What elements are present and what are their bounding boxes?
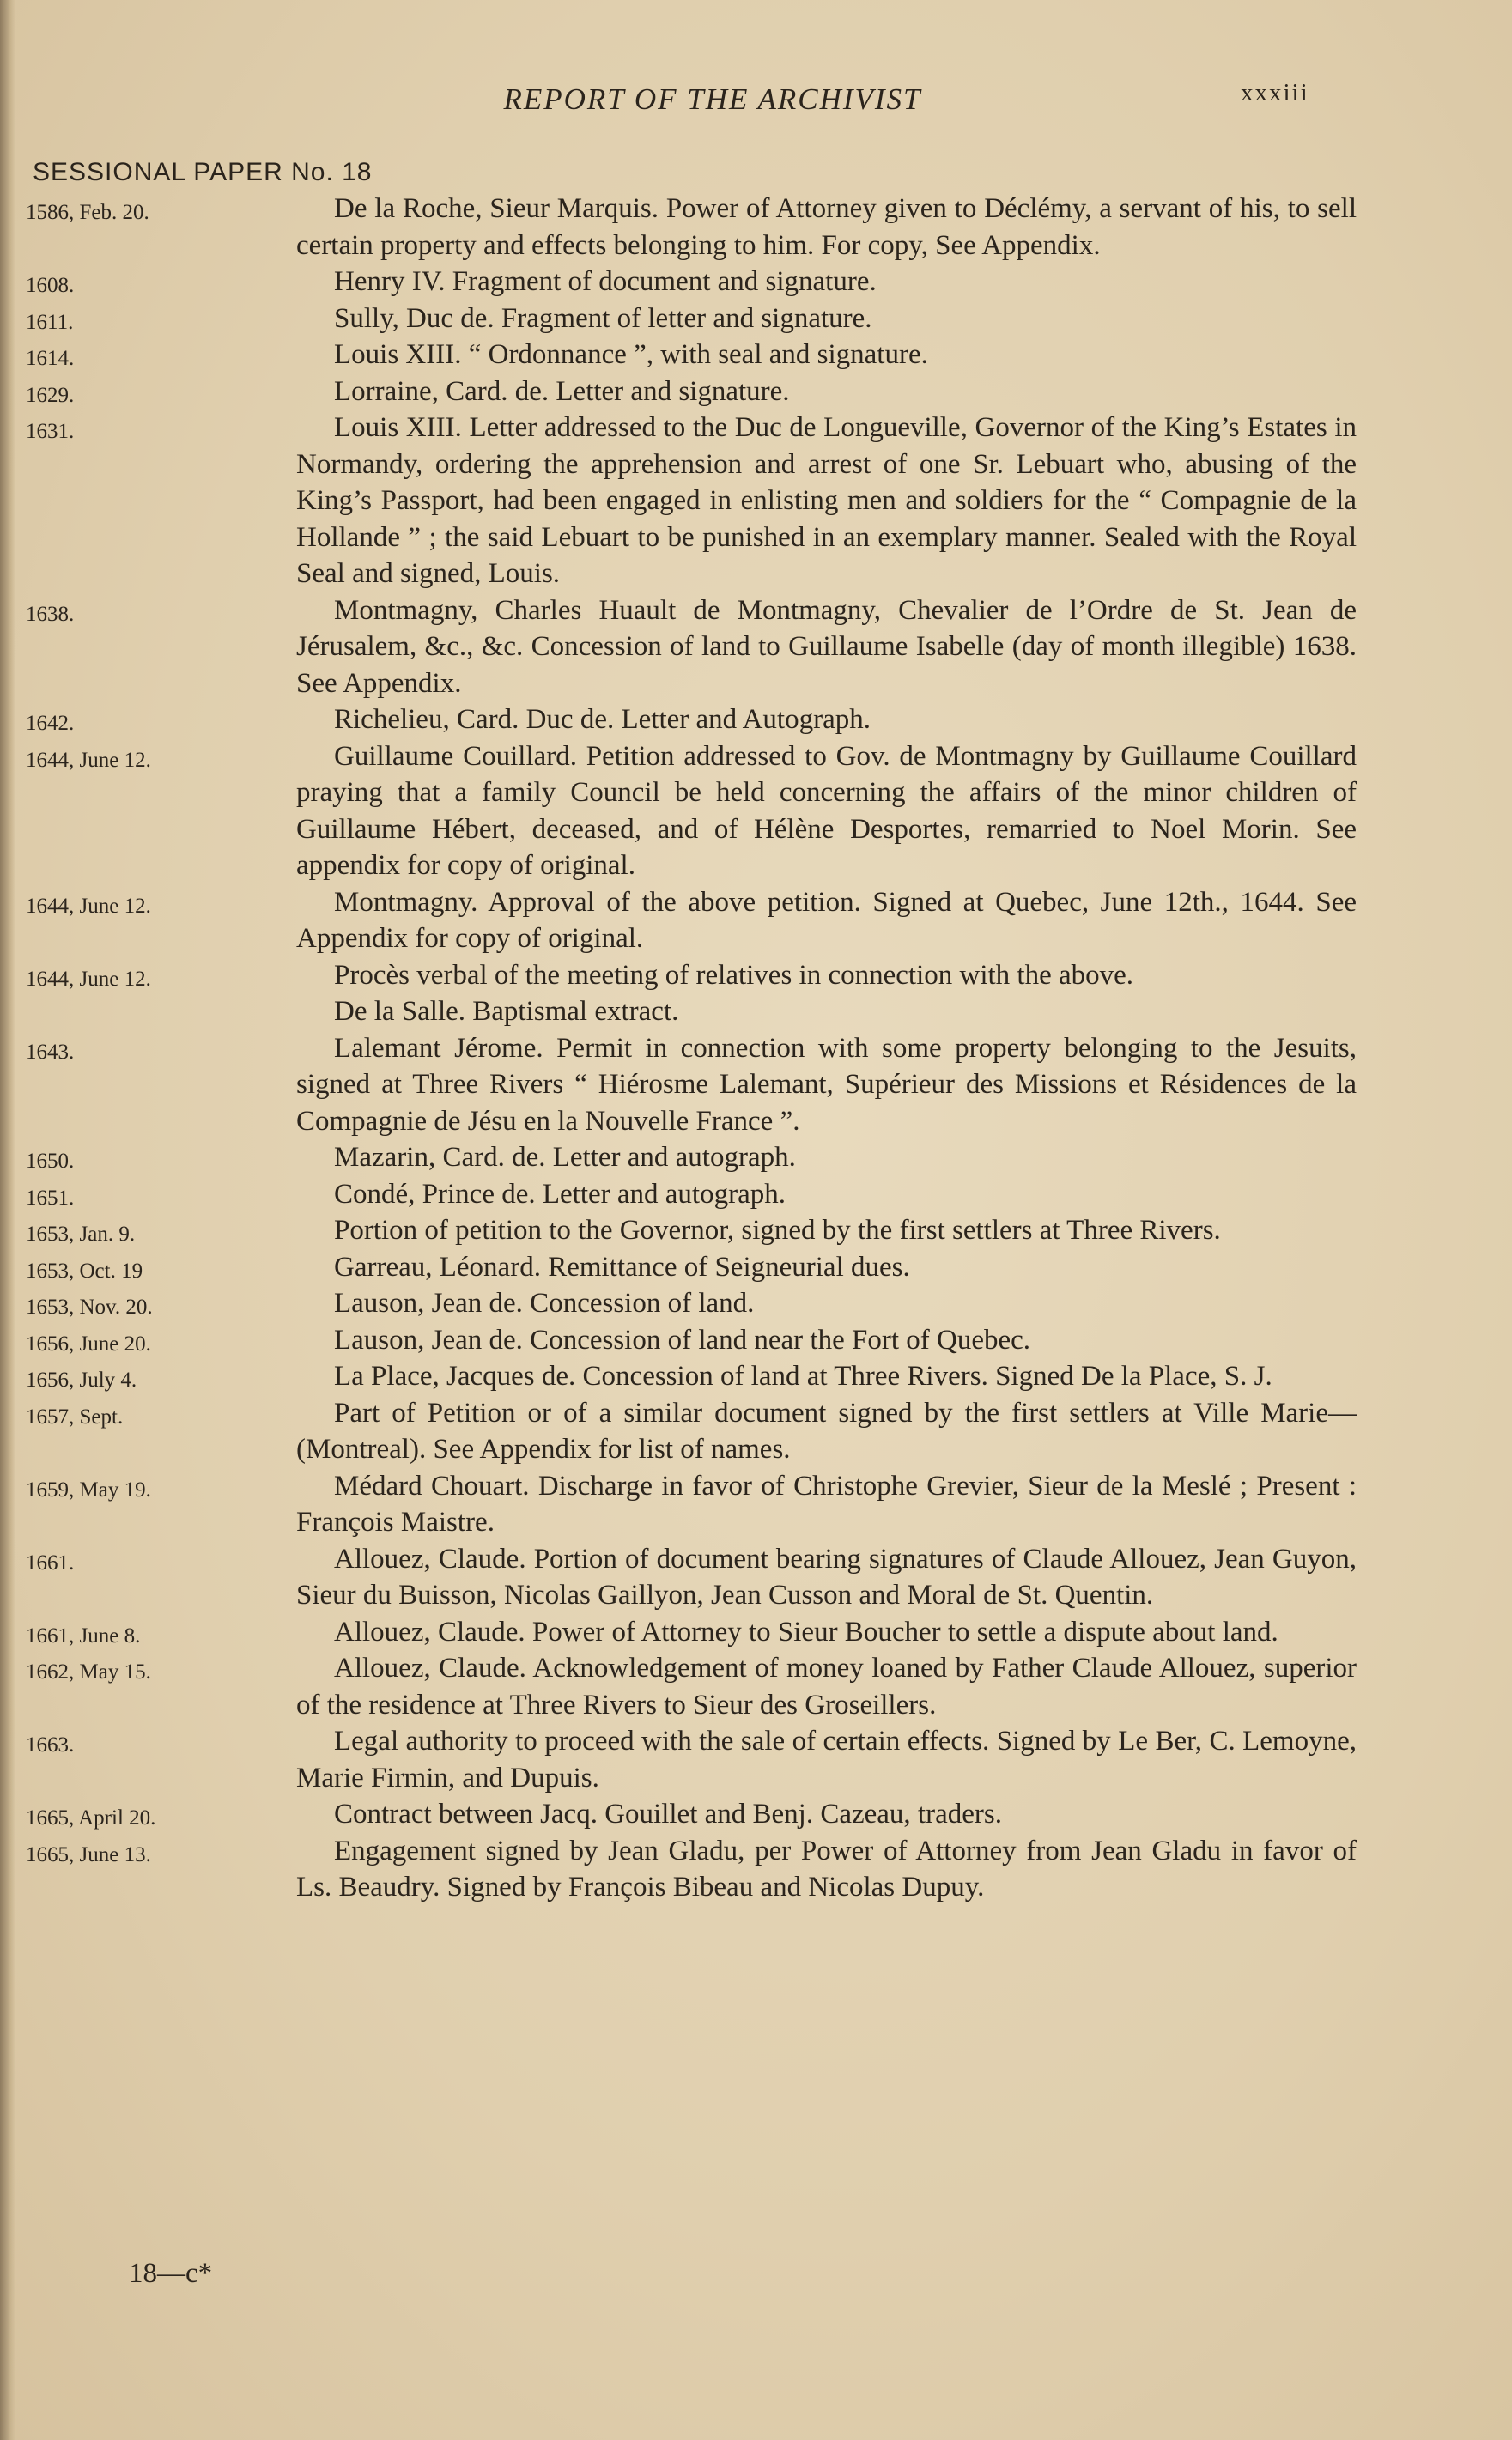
- entry-description: Allouez, Claude. Acknowledgement of money loaned by Father Claude Allouez, superior of the residence at Three Rivers to Sieur des Groseillers.: [296, 1653, 1357, 1721]
- calendar-entry: [26, 1030, 1365, 1140]
- entry-description: La Place, Jacques de. Concession of land at Three Rivers. Signed De la Place, S. J.: [334, 1361, 1272, 1392]
- entry-date: 1614.: [26, 347, 75, 370]
- entry-date: 1651.: [26, 1186, 75, 1210]
- entry-date: 1657, Sept.: [26, 1405, 124, 1429]
- book-spine-shadow: [0, 0, 15, 2440]
- entry-description: Garreau, Léonard. Remittance of Seigneurial dues.: [334, 1251, 910, 1283]
- entry-description: Guillaume Couillard. Petition addressed to Gov. de Montmagny by Guillaume Couillard praying that a family Council be held concerning the affairs of the minor children of Guillaume Hébert, deceased, and of Hélène Desportes, remarried to Noel Morin. See appendix for copy of original.: [296, 740, 1357, 881]
- entry-description: Montmagny, Charles Huault de Montmagny, Chevalier de l’Ordre de St. Jean de Jérusalem, &c., &c. Concession of land to Guillaume Isabelle (day of month illegible) 1638. See Appendix.: [296, 594, 1357, 699]
- entry-description: Lorraine, Card. de. Letter and signature.: [334, 375, 790, 407]
- entry-description: Lauson, Jean de. Concession of land near the Fort of Quebec.: [334, 1324, 1031, 1356]
- entry-description: Portion of petition to the Governor, signed by the first settlers at Three Rivers.: [334, 1215, 1221, 1246]
- entry-date: 1653, Jan. 9.: [26, 1223, 136, 1246]
- entry-date: 1644, June 12.: [26, 748, 151, 772]
- entry-date: 1608.: [26, 274, 75, 297]
- calendar-entry: [26, 191, 1365, 264]
- entry-date: 1642.: [26, 712, 75, 735]
- entry-description: Part of Petition or of a similar document signed by the first settlers at Ville Marie—(Montreal). See Appendix for list of names.: [296, 1397, 1357, 1465]
- entry-description: Médard Chouart. Discharge in favor of Christophe Grevier, Sieur de la Meslé ; Present : François Maistre.: [296, 1470, 1357, 1538]
- entry-description: Condé, Prince de. Letter and autograph.: [334, 1178, 786, 1210]
- entry-date: 1644, June 12.: [26, 894, 151, 918]
- entry-description: Lauson, Jean de. Concession of land.: [334, 1288, 755, 1319]
- entry-date: 1661, June 8.: [26, 1624, 141, 1648]
- entry-description: De la Roche, Sieur Marquis. Power of Attorney given to Déclémy, a servant of his, to sell certain property and effects belonging to him. For copy, See Appendix.: [296, 193, 1357, 261]
- running-head-title: REPORT OF THE ARCHIVIST: [503, 82, 922, 116]
- calendar-entry: [26, 1358, 1365, 1395]
- entry-description: Allouez, Claude. Portion of document bearing signatures of Claude Allouez, Jean Guyon, Sieur du Buisson, Nicolas Gaillyon, Jean Cusson and Moral de St. Quentin.: [296, 1543, 1357, 1611]
- entry-date: 1631.: [26, 420, 75, 443]
- calendar-entry: [26, 1833, 1365, 1906]
- entry-description: Henry IV. Fragment of document and signature.: [334, 266, 877, 297]
- entry-date: 1638.: [26, 602, 75, 626]
- entry-date: 1644, June 12.: [26, 967, 151, 991]
- calendar-entry: [26, 1285, 1365, 1322]
- entry-date: 1611.: [26, 310, 74, 334]
- calendar-entry: [26, 264, 1365, 300]
- entry-description: Allouez, Claude. Power of Attorney to Sieur Boucher to settle a dispute about land.: [334, 1616, 1278, 1648]
- calendar-entry: [26, 1723, 1365, 1796]
- entry-date: 1665, June 13.: [26, 1842, 151, 1866]
- entry-description: Legal authority to proceed with the sale of certain effects. Signed by Le Ber, C. Lemoyne, Marie Firmin, and Dupuis.: [296, 1726, 1357, 1794]
- entry-date: 1653, Oct. 19: [26, 1259, 143, 1283]
- calendar-entry: [26, 1139, 1365, 1176]
- entry-description: Richelieu, Card. Duc de. Letter and Autograph.: [334, 704, 871, 735]
- calendar-entry: [26, 1322, 1365, 1359]
- calendar-entry: [26, 957, 1365, 994]
- sessional-paper-label: SESSIONAL PAPER No. 18: [33, 158, 373, 186]
- calendar-entry: [26, 884, 1365, 957]
- entry-date: 1661.: [26, 1551, 75, 1575]
- calendar-entry: [26, 1614, 1365, 1651]
- calendar-entry: [26, 300, 1365, 337]
- calendar-entry: [26, 337, 1365, 373]
- entry-description: Contract between Jacq. Gouillet and Benj. Cazeau, traders.: [334, 1799, 1002, 1830]
- calendar-entry: [26, 701, 1365, 738]
- calendar-entry: [26, 1796, 1365, 1833]
- entry-description: Procès verbal of the meeting of relatives in connection with the above.: [334, 959, 1134, 991]
- entry-list: [26, 191, 1365, 1906]
- entry-description: Lalemant Jérome. Permit in connection with some property belonging to the Jesuits, signed at Three Rivers “ Hiérosme Lalemant, Supérieur des Missions et Résidences de la Compagnie de Jésu en la Nouvelle France ”.: [296, 1032, 1357, 1137]
- calendar-entry: [26, 1212, 1365, 1249]
- calendar-entry: [26, 1395, 1365, 1468]
- entry-date: 1665, April 20.: [26, 1806, 156, 1830]
- calendar-entry: [26, 592, 1365, 702]
- entry-date: 1656, July 4.: [26, 1369, 137, 1392]
- entry-date: 1659, May 19.: [26, 1478, 151, 1502]
- page-number: xxxiii: [1241, 79, 1309, 106]
- calendar-entry: [26, 410, 1365, 592]
- entry-date: 1650.: [26, 1150, 75, 1173]
- calendar-entry: [26, 738, 1365, 884]
- signature-mark: 18—c*: [129, 2258, 213, 2289]
- entry-description: Louis XIII. “ Ordonnance ”, with seal and signature.: [334, 339, 928, 370]
- entry-description: Engagement signed by Jean Gladu, per Power of Attorney from Jean Gladu in favor of Ls. Beaudry. Signed by François Bibeau and Nicolas Dupuy.: [296, 1835, 1357, 1903]
- entry-description: Sully, Duc de. Fragment of letter and signature.: [334, 302, 872, 334]
- entry-date: 1653, Nov. 20.: [26, 1296, 153, 1319]
- calendar-entry: [26, 1249, 1365, 1286]
- entry-date: 1656, June 20.: [26, 1332, 151, 1356]
- calendar-entry: [26, 1468, 1365, 1541]
- entry-date: 1629.: [26, 383, 75, 407]
- calendar-entry: [26, 373, 1365, 410]
- calendar-entry: [26, 1176, 1365, 1213]
- calendar-entry: [26, 1541, 1365, 1614]
- entry-date: 1662, May 15.: [26, 1660, 151, 1684]
- entry-description: Mazarin, Card. de. Letter and autograph.: [334, 1142, 796, 1173]
- entry-date: 1586, Feb. 20.: [26, 201, 149, 224]
- entry-description: Louis XIII. Letter addressed to the Duc de Longueville, Governor of the King’s Estates in Normandy, ordering the apprehension and arrest of one Sr. Lebuart who, abusing of the King’s Passport, had been engaged in enlisting men and soldiers for the “ Compagnie de la Hollande ” ; the said Lebuart to be punished in an exemplary manner. Sealed with the Royal Seal and signed, Louis.: [296, 412, 1357, 589]
- calendar-entry: [26, 993, 1365, 1030]
- entry-date: 1663.: [26, 1733, 75, 1757]
- entry-description: Montmagny. Approval of the above petition. Signed at Quebec, June 12th., 1644. See Appendix for copy of original.: [296, 886, 1357, 954]
- calendar-entry: [26, 1650, 1365, 1723]
- entry-description: De la Salle. Baptismal extract.: [334, 996, 679, 1027]
- entry-date: 1643.: [26, 1040, 75, 1064]
